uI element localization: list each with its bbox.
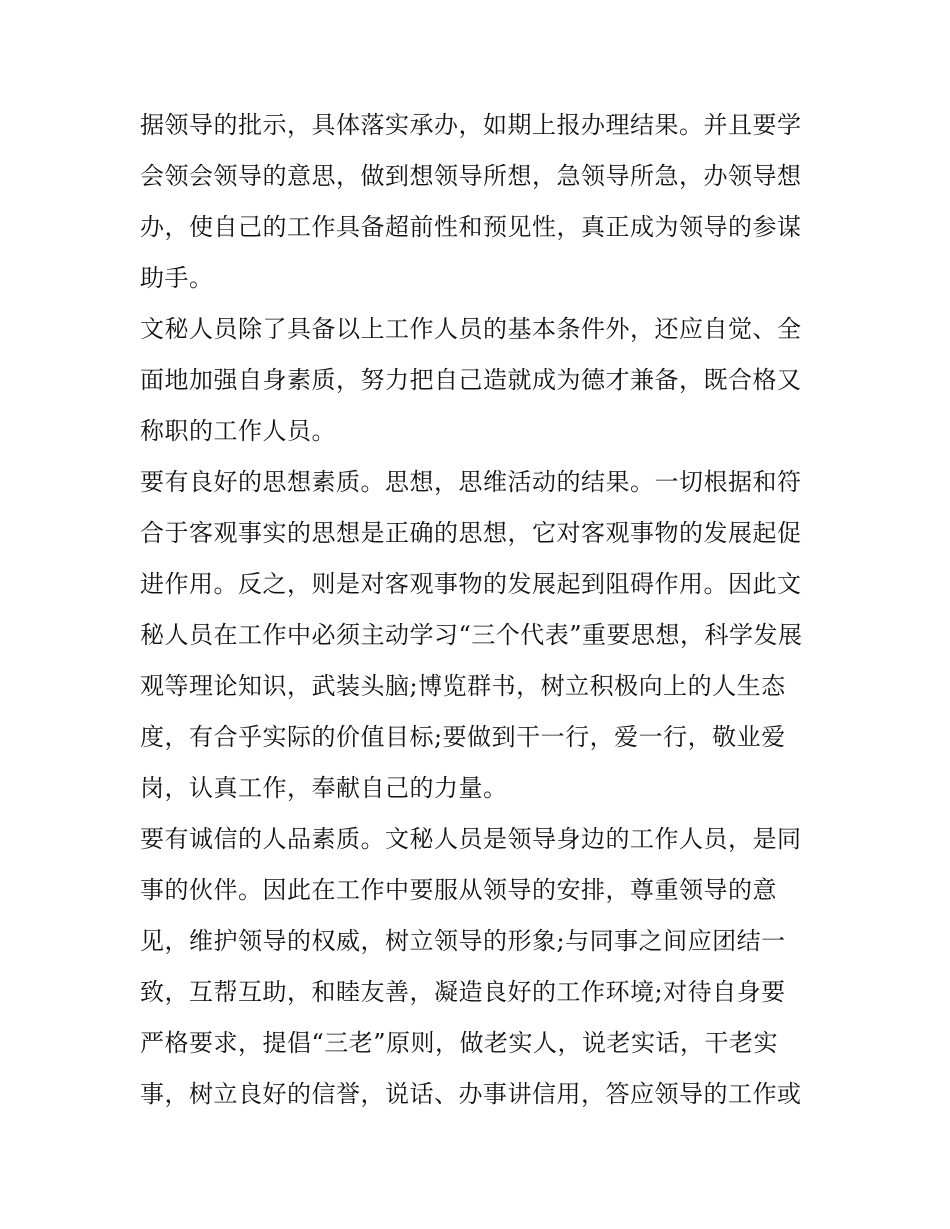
text-line: 进作用。反之，则是对客观事物的发展起到阻碍作用。因此文: [140, 570, 802, 598]
text-line: 事的伙伴。因此在工作中要服从领导的安排，尊重领导的意: [140, 876, 777, 904]
text-line: 岗，认真工作，奉献自己的力量。: [140, 774, 508, 802]
text-line: 面地加强自身素质，努力把自己造就成为德才兼备，既合格又: [140, 366, 802, 394]
text-line: 称职的工作人员。: [140, 417, 336, 445]
text-line: 要有良好的思想素质。思想，思维活动的结果。一切根据和符: [140, 468, 802, 496]
text-line: 合于客观事实的思想是正确的思想，它对客观事物的发展起促: [140, 519, 802, 547]
text-line: 事，树立良好的信誉，说话、办事讲信用，答应领导的工作或: [140, 1080, 802, 1108]
text-line: 观等理论知识，武装头脑;博览群书，树立积极向上的人生态: [140, 672, 786, 700]
document-body-text: [140, 100, 820, 1120]
text-line: 秘人员在工作中必须主动学习“三个代表”重要思想，科学发展: [140, 621, 803, 649]
text-line: 助手。: [140, 264, 214, 292]
text-line: 会领会领导的意思，做到想领导所想，急领导所急，办领导想: [140, 162, 802, 190]
text-line: 要有诚信的人品素质。文秘人员是领导身边的工作人员，是同: [140, 825, 802, 853]
text-line: 致，互帮互助，和睦友善，凝造良好的工作环境;对待自身要: [140, 978, 786, 1006]
text-line: 度，有合乎实际的价值目标;要做到干一行，爱一行，敬业爱: [140, 723, 786, 751]
text-line: 见，维护领导的权威，树立领导的形象;与同事之间应团结一: [140, 927, 786, 955]
text-line: 文秘人员除了具备以上工作人员的基本条件外，还应自觉、全: [140, 315, 802, 343]
text-line: 据领导的批示，具体落实承办，如期上报办理结果。并且要学: [140, 111, 802, 139]
text-line: 严格要求，提倡“三老”原则，做老实人，说老实话，干老实: [140, 1029, 779, 1057]
text-line: 办，使自己的工作具备超前性和预见性，真正成为领导的参谋: [140, 213, 802, 241]
